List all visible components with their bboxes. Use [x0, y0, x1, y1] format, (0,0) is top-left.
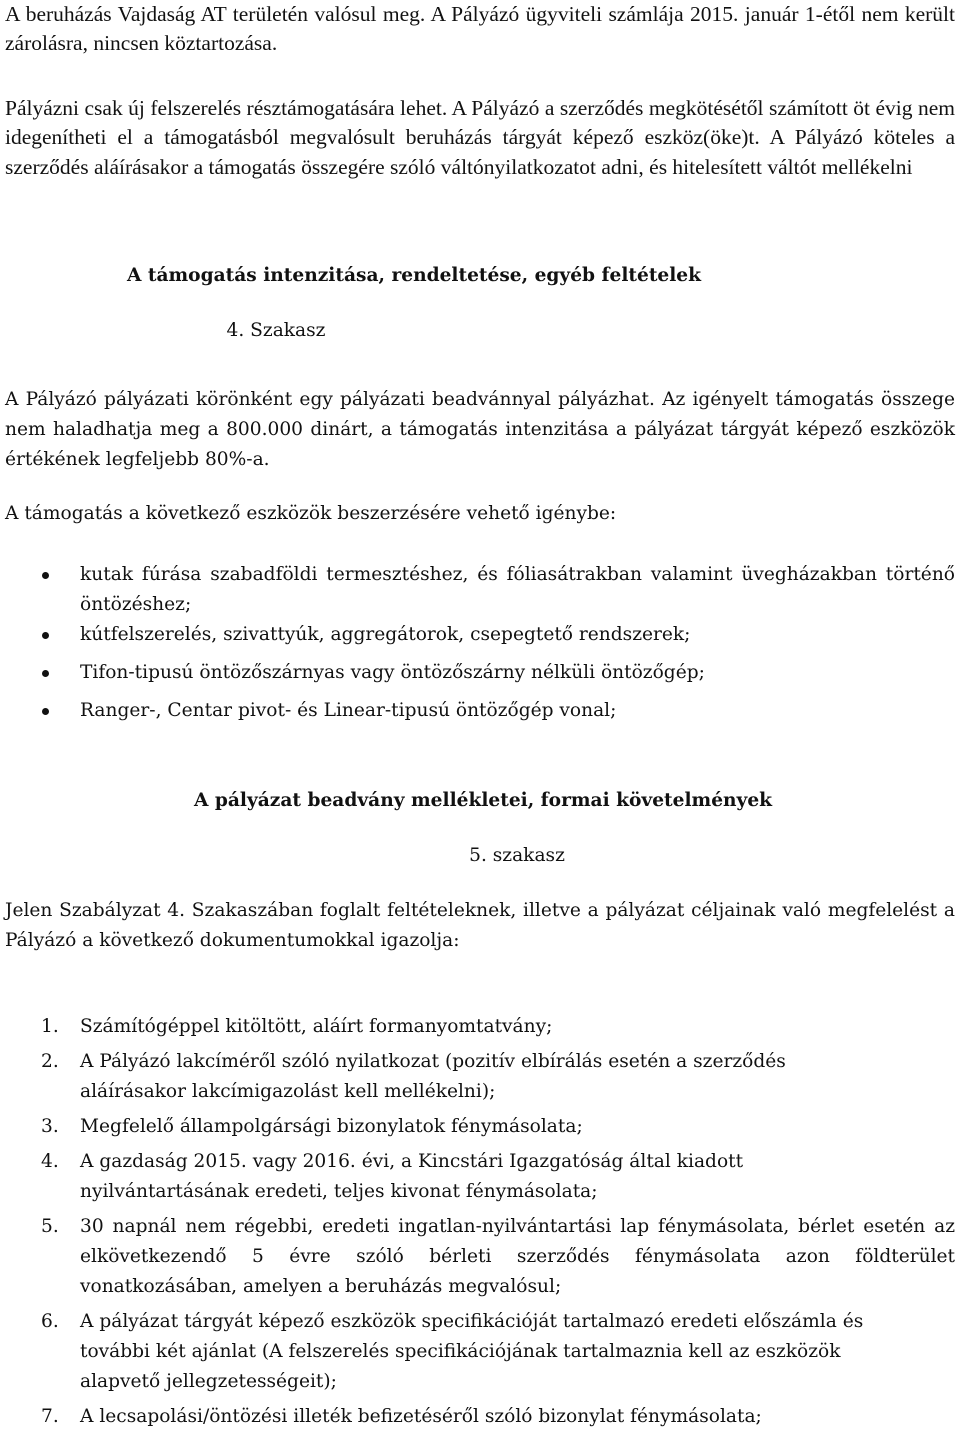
bullet-icon: [42, 572, 49, 579]
bullet-icon: [42, 632, 49, 639]
heading-support-intensity: A támogatás intenzitása, rendeltetése, egyéb feltételek: [126, 265, 702, 286]
list-item-text: A pályázat tárgyát képező eszközök specifikációját tartalmazó eredeti előszámla és további két ajánlat (A felszerelés specifikációjának tartalmaznia kell az eszközök alapvető jellegzetességeit);: [80, 1311, 864, 1392]
list-number: 1.: [41, 1016, 59, 1037]
list-item-text: Számítógéppel kitöltött, aláírt formanyomtatvány;: [80, 1016, 553, 1037]
paragraph-location: A beruházás Vajdaság AT területén valósul meg. A Pályázó ügyviteli számlája 2015. január 1-étől nem került zárolásra, nincsen köztartozása.: [5, 2, 955, 56]
list-item: [5, 1047, 955, 1107]
list-item-text: kutak fúrása szabadföldi termesztéshez, és fóliasátrakban valamint üvegházakban történő öntözéshez;: [80, 564, 955, 615]
heading-attachments: A pályázat beadvány mellékletei, formai követelmények: [193, 790, 773, 811]
eligible-items-list: [5, 560, 955, 726]
list-item: [5, 1012, 955, 1042]
list-item: [5, 1112, 955, 1142]
list-number: 6.: [41, 1311, 59, 1332]
paragraph-eligibility-main: Pályázni csak új felszerelés résztámogatására lehet. A Pályázó a szerződés megkötésétől számított öt évig nem idegenítheti el a támogatásból megvalósult beruházás tárgyát képező eszköz(öke)t.: [5, 96, 955, 150]
bullet-icon: [42, 708, 49, 715]
list-item-text: A gazdaság 2015. vagy 2016. évi, a Kincstári Igazgatóság által kiadott nyilvántartásának eredeti, teljes kivonat fénymásolata;: [80, 1151, 744, 1202]
list-item: [5, 560, 955, 620]
list-item-text: Megfelelő állampolgársági bizonylatok fénymásolata;: [80, 1116, 583, 1137]
list-item-text: A lecsapolási/öntözési illeték befizetéséről szóló bizonylat fénymásolata;: [80, 1406, 762, 1427]
paragraph-eligible-items-intro: A támogatás a következő eszközök beszerzésére vehető igénybe:: [5, 503, 617, 524]
list-item: [5, 658, 955, 688]
list-item: [5, 1307, 955, 1397]
required-documents-list: [5, 1012, 955, 1432]
paragraph-eligibility: [5, 94, 955, 182]
bullet-icon: [42, 670, 49, 677]
list-item-text: Ranger-, Centar pivot- és Linear-tipusú öntözőgép vonal;: [80, 700, 617, 721]
paragraph-documents-intro: Jelen Szabályzat 4. Szakaszában foglalt feltételeknek, illetve a pályázat céljainak való megfelelést a Pályázó a következő dokumentumokkal igazolja:: [5, 900, 955, 951]
paragraph-application-limit: A Pályázó pályázati körönként egy pályázati beadvánnyal pályázhat. Az igényelt támogatás összege nem haladhatja meg a 800.000 dinárt, a támogatás intenzitása a pályázat tárgyát képező eszközök értékének legfeljebb 80%-a.: [5, 389, 955, 470]
list-item-text: Tifon-tipusú öntözőszárnyas vagy öntözőszárny nélküli öntözőgép;: [80, 662, 705, 683]
section-4-title: 4. Szakasz: [226, 320, 326, 341]
list-number: 4.: [41, 1151, 59, 1172]
list-item: [5, 696, 955, 726]
list-item-text: A Pályázó lakcíméről szóló nyilatkozat (pozitív elbírálás esetén a szerződés aláírásakor lakcímigazolást kell mellékelni);: [80, 1051, 786, 1102]
list-item: [5, 1402, 955, 1432]
section-5-title: 5. szakasz: [469, 845, 565, 866]
list-item-text: kútfelszerelés, szivattyúk, aggregátorok, csepegtető rendszerek;: [80, 624, 691, 645]
list-item: [5, 620, 955, 650]
paragraph-eligibility-promissory: A Pályázó köteles a szerződés aláírásakor a támogatás összegére szóló váltónyilatkozatot adni, és hitelesített váltót mellékelni: [5, 125, 956, 179]
list-number: 2.: [41, 1051, 59, 1072]
list-item: [5, 1147, 955, 1207]
list-item: [5, 1212, 955, 1302]
list-number: 5.: [41, 1216, 59, 1237]
list-number: 7.: [41, 1406, 59, 1427]
list-item-text: 30 napnál nem régebbi, eredeti ingatlan-nyilvántartási lap fénymásolata, bérlet esetén az elkövetkezendő 5 évre szóló bérleti szerződés fénymásolata azon földterület vonatkozásában, amelyen a beruházás megvalósul;: [80, 1216, 955, 1297]
list-number: 3.: [41, 1116, 59, 1137]
